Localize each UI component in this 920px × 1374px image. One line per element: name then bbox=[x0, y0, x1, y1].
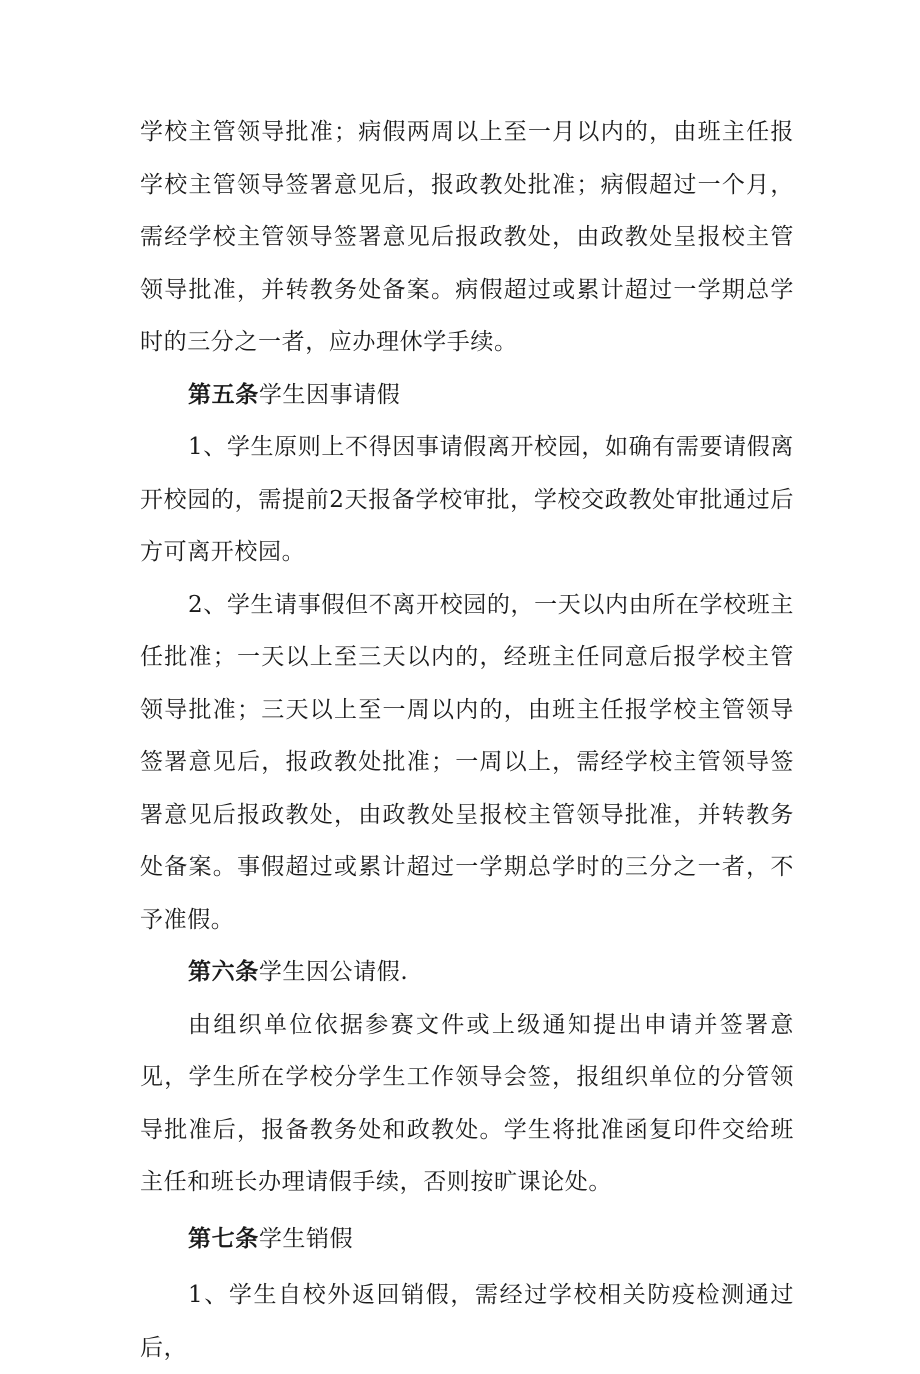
article-5-number: 第五条 bbox=[188, 381, 259, 408]
paragraph-return-from-leave: 1、学生自校外返回销假，需经过学校相关防疫检测通过后， bbox=[140, 1282, 794, 1361]
article-7-number: 第七条 bbox=[188, 1225, 259, 1252]
document-body bbox=[140, 106, 794, 1374]
paragraph-personal-leave-1: 1、学生原则上不得因事请假离开校园，如确有需要请假离开校园的，需提前2天报备学校审批，学校交政教处审批通过后方可离开校园。 bbox=[140, 434, 794, 565]
paragraph-sick-leave-continued: 学校主管领导批准；病假两周以上至一月以内的，由班主任报学校主管领导签署意见后，报政教处批准；病假超过一个月，需经学校主管领导签署意见后报政教处，由政教处呈报校主管领导批准，并转教务处备案。病假超过或累计超过一学期总学时的三分之一者，应办理休学手续。 bbox=[140, 119, 794, 355]
article-5-heading bbox=[140, 369, 794, 422]
article-7-title: 学生销假 bbox=[258, 1225, 354, 1252]
paragraph-personal-leave-2: 2、学生请事假但不离开校园的，一天以内由所在学校班主任批准；一天以上至三天以内的，经班主任同意后报学校主管领导批准；三天以上至一周以内的，由班主任报学校主管领导签署意见后，报政教处批准；一周以上，需经学校主管领导签署意见后报政教处，由政教处呈报校主管领导批准，并转教务处备案。事假超过或累计超过一学期总学时的三分之一者，不予准假。 bbox=[140, 591, 794, 933]
article-7-heading bbox=[140, 1213, 794, 1266]
paragraph-official-leave: 由组织单位依据参赛文件或上级通知提出申请并签署意见，学生所在学校分学生工作领导会签，报组织单位的分管领导批准后，报备教务处和政教处。学生将批准函复印件交给班主任和班长办理请假手续，否则按旷课论处。 bbox=[140, 1011, 794, 1195]
article-5-title: 学生因事请假 bbox=[258, 381, 401, 408]
article-6-heading bbox=[140, 946, 794, 999]
article-6-title: 学生因公请假. bbox=[258, 959, 409, 985]
article-6-number: 第六条 bbox=[188, 959, 259, 985]
